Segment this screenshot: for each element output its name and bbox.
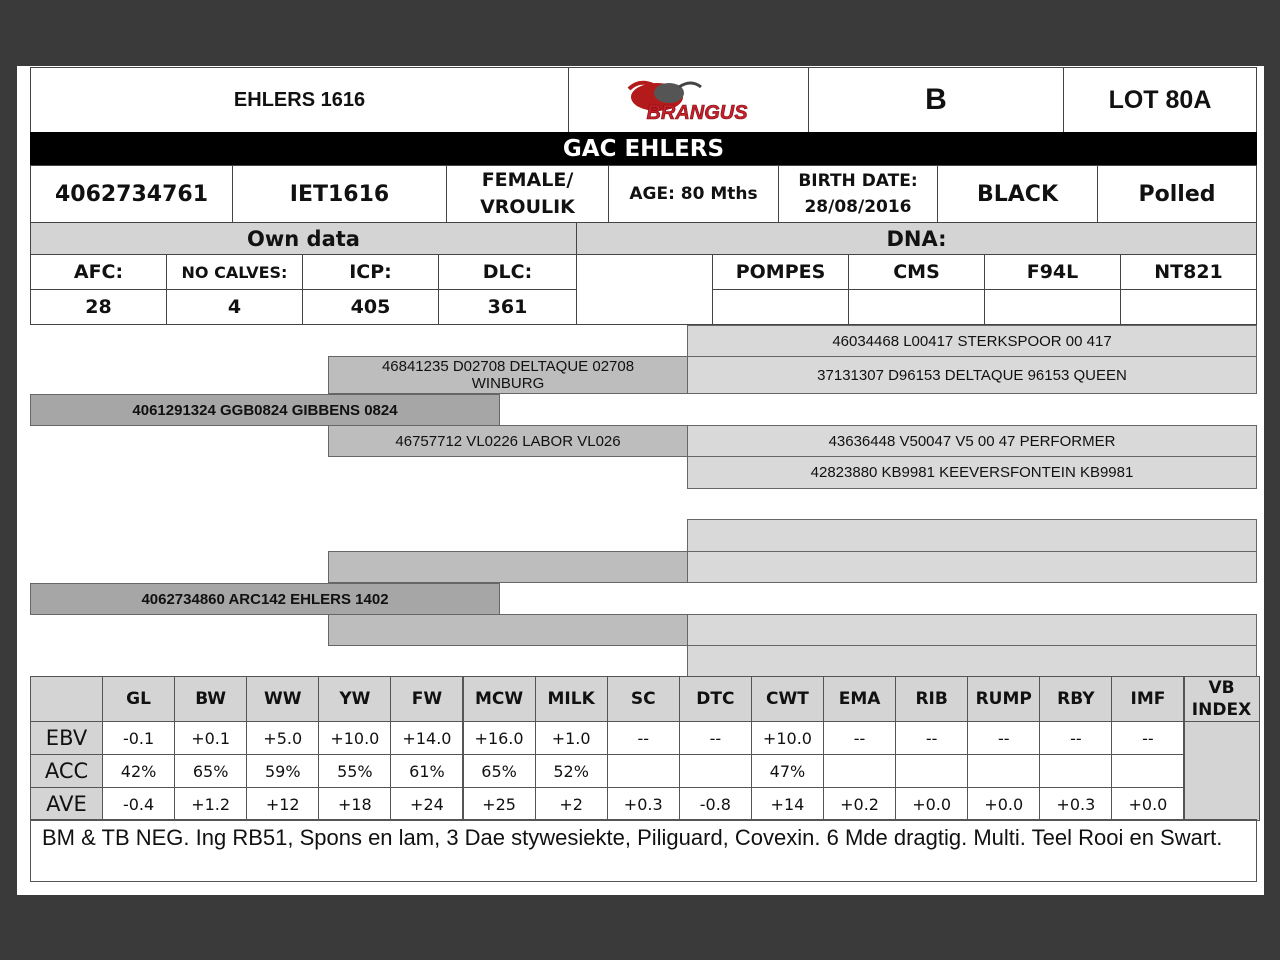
ebv-cell-ebv-fw: +14.0	[390, 721, 463, 755]
afc-value: 28	[30, 289, 167, 325]
dna-nt821-value	[1120, 289, 1257, 325]
dlc-label: DLC:	[438, 254, 577, 290]
ebv-row-label-ebv: EBV	[30, 721, 103, 755]
ebv-header-rib: RIB	[895, 676, 968, 722]
ebv-header-mcw: MCW	[463, 676, 536, 722]
ebv-header-cwt: CWT	[751, 676, 824, 722]
ebv-cell-ave-rump: +0.0	[967, 787, 1040, 821]
pedigree-sire-sire: 46841235 D02708 DELTAQUE 02708 WINBURG	[328, 356, 688, 394]
icp-label: ICP:	[302, 254, 439, 290]
icp-value: 405	[302, 289, 439, 325]
ebv-cell-ebv-gl: -0.1	[102, 721, 175, 755]
pedigree-sss: 46034468 L00417 STERKSPOOR 00 417	[687, 325, 1257, 357]
pedigree-ssd: 37131307 D96153 DELTAQUE 96153 QUEEN	[687, 356, 1257, 394]
birth-date	[778, 165, 938, 223]
ebv-cell-ebv-bw: +0.1	[174, 721, 247, 755]
ebv-header-ww: WW	[246, 676, 319, 722]
vb-index-label: VB	[1208, 678, 1235, 698]
horn-status: Polled	[1097, 165, 1257, 223]
vb-index-label: INDEX	[1191, 700, 1252, 720]
ebv-cell-ebv-rby: --	[1039, 721, 1112, 755]
dna-title: DNA:	[576, 222, 1257, 255]
ebv-cell-ebv-dtc: --	[679, 721, 752, 755]
pedigree-sire: 4061291324 GGB0824 GIBBENS 0824	[30, 394, 500, 426]
ebv-cell-ebv-ema: --	[823, 721, 896, 755]
own-data-title: Own data	[30, 222, 577, 255]
ebv-cell-ave-rib: +0.0	[895, 787, 968, 821]
ebv-table	[30, 676, 1257, 821]
afc-label: AFC:	[30, 254, 167, 290]
no-calves-label: NO CALVES:	[166, 254, 303, 290]
dna-cms-label: CMS	[848, 254, 985, 290]
grade: B	[808, 67, 1064, 133]
lot-card	[17, 66, 1264, 895]
ebv-header-rump: RUMP	[967, 676, 1040, 722]
logo-wordmark: BRANGUS	[645, 102, 748, 124]
ebv-cell-acc-gl: 42%	[102, 754, 175, 788]
coat-color: BLACK	[937, 165, 1098, 223]
ebv-cell-ave-gl: -0.4	[102, 787, 175, 821]
ebv-row-label-ave: AVE	[30, 787, 103, 821]
vb-index-value	[1184, 721, 1260, 821]
pedigree-dds	[687, 614, 1257, 646]
ebv-cell-ebv-ww: +5.0	[246, 721, 319, 755]
lot-number: LOT 80A	[1063, 67, 1257, 133]
ebv-cell-acc-mcw: 65%	[463, 754, 536, 788]
ebv-cell-acc-ww: 59%	[246, 754, 319, 788]
ebv-corner	[30, 676, 103, 722]
dna-cms-value	[848, 289, 985, 325]
ebv-cell-ave-ema: +0.2	[823, 787, 896, 821]
age: AGE: 80 Mths	[608, 165, 779, 223]
sex-en: FEMALE/	[481, 169, 574, 191]
ebv-cell-ebv-mcw: +16.0	[463, 721, 536, 755]
animal-id: IET1616	[232, 165, 447, 223]
ebv-cell-ebv-cwt: +10.0	[751, 721, 824, 755]
pedigree-sdd: 42823880 KB9981 KEEVERSFONTEIN KB9981	[687, 456, 1257, 489]
ebv-cell-ebv-milk: +1.0	[535, 721, 608, 755]
ebv-header-dtc: DTC	[679, 676, 752, 722]
ebv-cell-ave-fw: +24	[390, 787, 463, 821]
ebv-cell-acc-rump	[967, 754, 1040, 788]
dna-nt821-label: NT821	[1120, 254, 1257, 290]
ebv-cell-ave-cwt: +14	[751, 787, 824, 821]
bull-head-icon	[609, 75, 769, 125]
ebv-header-gl: GL	[102, 676, 175, 722]
ebv-header-imf: IMF	[1111, 676, 1184, 722]
ebv-cell-ave-sc: +0.3	[607, 787, 680, 821]
pedigree-ddd	[687, 645, 1257, 677]
no-calves-value: 4	[166, 289, 303, 325]
ebv-cell-ebv-yw: +10.0	[318, 721, 391, 755]
sex-af: VROULIK	[480, 196, 575, 218]
ebv-cell-acc-rib	[895, 754, 968, 788]
ebv-cell-acc-ema	[823, 754, 896, 788]
ebv-header-ema: EMA	[823, 676, 896, 722]
birth-date-label: BIRTH DATE:	[798, 171, 918, 191]
ebv-cell-ebv-rump: --	[967, 721, 1040, 755]
vb-index-header	[1184, 676, 1260, 722]
ebv-cell-acc-rby	[1039, 754, 1112, 788]
ebv-cell-ave-bw: +1.2	[174, 787, 247, 821]
ebv-header-fw: FW	[390, 676, 463, 722]
ebv-header-sc: SC	[607, 676, 680, 722]
registration-number: 4062734761	[30, 165, 233, 223]
birth-date-value: 28/08/2016	[804, 197, 912, 217]
ebv-cell-acc-sc	[607, 754, 680, 788]
dna-f94l-value	[984, 289, 1121, 325]
ebv-cell-acc-dtc	[679, 754, 752, 788]
ebv-cell-ave-dtc: -0.8	[679, 787, 752, 821]
dlc-value: 361	[438, 289, 577, 325]
ebv-header-yw: YW	[318, 676, 391, 722]
ebv-cell-acc-imf	[1111, 754, 1184, 788]
ebv-cell-ebv-sc: --	[607, 721, 680, 755]
ebv-cell-ebv-rib: --	[895, 721, 968, 755]
ebv-cell-ave-ww: +12	[246, 787, 319, 821]
dna-pompes-value	[712, 289, 849, 325]
ebv-cell-acc-milk: 52%	[535, 754, 608, 788]
pedigree-dam-sire	[328, 551, 688, 583]
ebv-cell-ave-imf: +0.0	[1111, 787, 1184, 821]
pedigree-sire-dam: 46757712 VL0226 LABOR VL026	[328, 425, 688, 457]
pedigree-dss	[687, 519, 1257, 552]
ebv-cell-acc-cwt: 47%	[751, 754, 824, 788]
remarks: BM & TB NEG. Ing RB51, Spons en lam, 3 Dae stywesiekte, Piliguard, Covexin. 6 Mde dragtig. Multi. Teel Rooi en Swart.	[30, 819, 1257, 882]
pedigree-dam-dam	[328, 614, 688, 646]
ebv-cell-acc-fw: 61%	[390, 754, 463, 788]
ebv-cell-ave-yw: +18	[318, 787, 391, 821]
pedigree-dsd	[687, 551, 1257, 583]
pedigree-dam: 4062734860 ARC142 EHLERS 1402	[30, 583, 500, 615]
ebv-cell-ave-mcw: +25	[463, 787, 536, 821]
ebv-cell-ave-milk: +2	[535, 787, 608, 821]
ebv-header-bw: BW	[174, 676, 247, 722]
ebv-cell-ave-rby: +0.3	[1039, 787, 1112, 821]
ebv-cell-acc-yw: 55%	[318, 754, 391, 788]
ebv-header-rby: RBY	[1039, 676, 1112, 722]
dna-f94l-label: F94L	[984, 254, 1121, 290]
ebv-cell-acc-bw: 65%	[174, 754, 247, 788]
dna-pompes-label: POMPES	[712, 254, 849, 290]
ebv-header-milk: MILK	[535, 676, 608, 722]
breeder-bar: GAC EHLERS	[30, 132, 1257, 166]
dna-blank	[576, 254, 713, 325]
animal-name: EHLERS 1616	[30, 67, 569, 133]
ebv-cell-ebv-imf: --	[1111, 721, 1184, 755]
pedigree-sds: 43636448 V50047 V5 00 47 PERFORMER	[687, 425, 1257, 457]
brangus-logo	[568, 67, 809, 133]
ebv-row-label-acc: ACC	[30, 754, 103, 788]
sex	[446, 165, 609, 223]
